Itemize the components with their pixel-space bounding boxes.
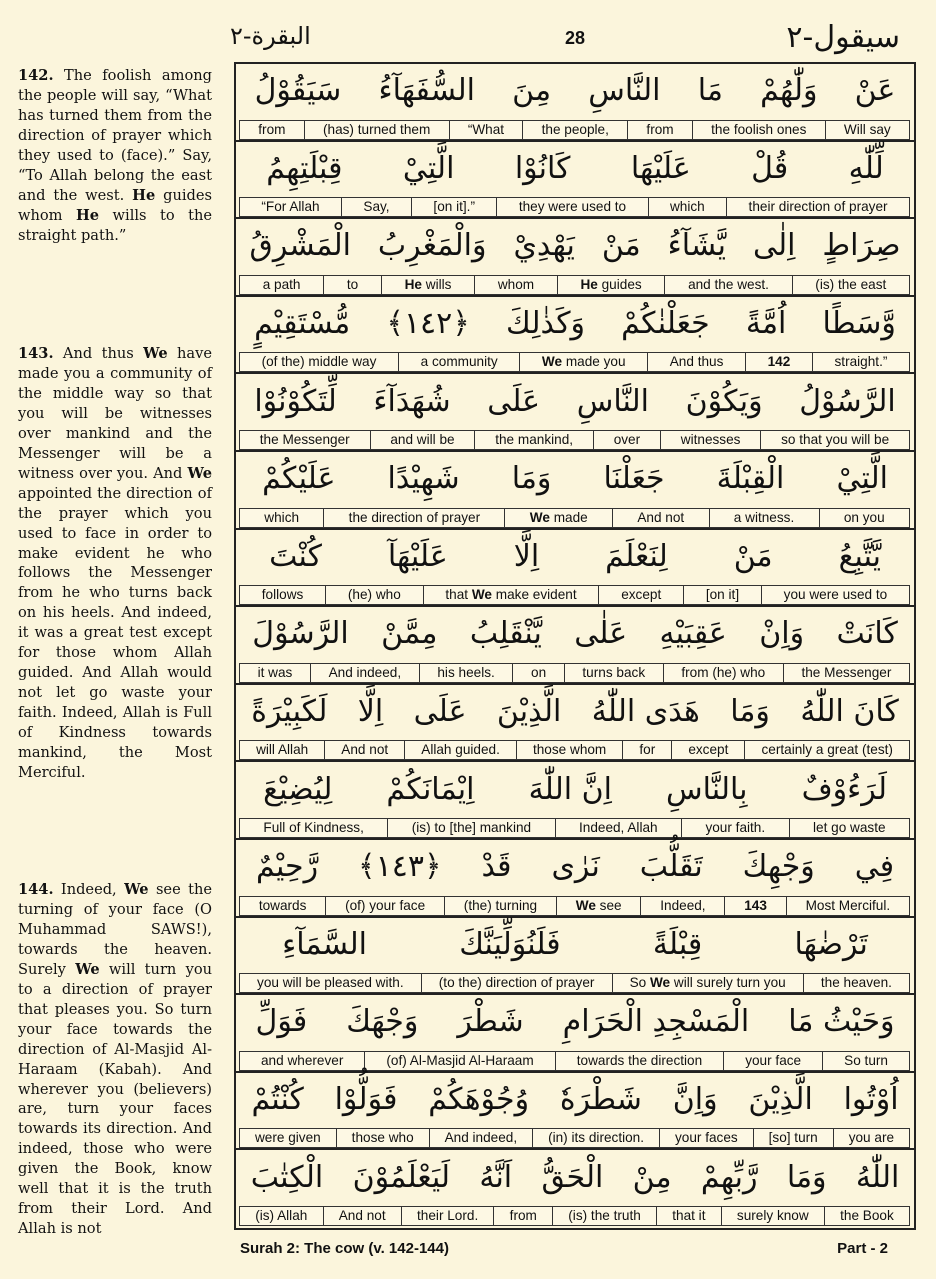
part-number: Part - 2 xyxy=(837,1240,888,1257)
word-translation: the people, xyxy=(522,120,628,140)
word-translation: (the) turning xyxy=(444,896,557,916)
word-translation: (is) the east xyxy=(792,275,910,295)
word-translation: (is) Allah xyxy=(239,1206,324,1226)
arabic-word: عَلَيْكُمْ xyxy=(262,461,336,497)
word-translation: except xyxy=(598,585,684,605)
word-translation: their Lord. xyxy=(401,1206,495,1226)
word-translation: So turn xyxy=(822,1051,910,1071)
surah-reference: Surah 2: The cow (v. 142-144) xyxy=(240,1240,449,1257)
arabic-word: شَهِيْدًا xyxy=(387,461,460,497)
arabic-word: اُوْتُوا xyxy=(843,1082,899,1118)
word-translation: So We will surely turn you xyxy=(612,973,804,993)
word-translation: a witness. xyxy=(709,508,820,528)
arabic-line xyxy=(236,685,914,739)
translation-line xyxy=(240,430,910,450)
arabic-line xyxy=(236,142,914,196)
translation-line xyxy=(240,585,910,605)
word-translation: the heaven. xyxy=(803,973,910,993)
translation-line xyxy=(240,896,910,916)
translation-line xyxy=(240,197,910,217)
arabic-word: كُنْتَ xyxy=(269,538,322,574)
arabic-word: وَمَا xyxy=(730,694,770,730)
verse-line xyxy=(236,1150,914,1228)
arabic-word: رَّبِّهِمْ xyxy=(700,1159,758,1195)
word-translation: and wherever xyxy=(239,1051,365,1071)
word-translation: And indeed, xyxy=(310,663,420,683)
verse-line xyxy=(236,918,914,996)
word-translation: will Allah xyxy=(239,740,325,760)
verse-line xyxy=(236,995,914,1073)
word-translation: that it xyxy=(656,1206,722,1226)
page-header xyxy=(0,0,936,60)
arabic-word: وَمَا xyxy=(511,461,552,497)
word-translation: (of) Al-Masjid Al-Haraam xyxy=(364,1051,555,1071)
word-translation: and will be xyxy=(370,430,476,450)
arabic-word: ﴿١٤٢﴾ xyxy=(386,306,470,342)
arabic-word: فِي xyxy=(854,849,895,885)
word-translation: We see xyxy=(556,896,642,916)
verse-line xyxy=(236,530,914,608)
word-translation: Full of Kindness, xyxy=(239,818,388,838)
translation-line xyxy=(240,1128,910,1148)
word-translation: from (he) who xyxy=(663,663,784,683)
arabic-line xyxy=(236,1073,914,1127)
arabic-line xyxy=(236,995,914,1049)
arabic-line xyxy=(236,918,914,972)
word-translation: were given xyxy=(239,1128,337,1148)
word-translation: the direction of prayer xyxy=(323,508,505,528)
verse-line xyxy=(236,142,914,220)
word-by-word-grid xyxy=(234,62,916,1230)
word-translation: We made you xyxy=(519,352,648,372)
arabic-word: عَلٰى xyxy=(574,616,628,652)
word-translation: (is) the truth xyxy=(552,1206,657,1226)
arabic-word: عَلَى xyxy=(413,694,467,730)
arabic-word: قَدْ xyxy=(481,849,512,885)
word-translation: you were used to xyxy=(761,585,910,605)
arabic-line xyxy=(236,452,914,506)
verse-142-translation: 142. The foolish among the people will say, “What has turned them from the direction of prayer which they used to (face).” Say, “To Allah belong the east and the west. He guides whom He wills to the straight path.” xyxy=(18,67,213,244)
arabic-word: الْمَشْرِقُ xyxy=(249,228,351,264)
arabic-word: وُجُوْهَكُمْ xyxy=(428,1082,530,1118)
translation-line xyxy=(240,275,910,295)
page-number: 28 xyxy=(564,28,586,48)
word-translation: towards the direction xyxy=(555,1051,724,1071)
arabic-word: جَعَلْنَا xyxy=(603,461,665,497)
arabic-word: بِالنَّاسِ xyxy=(666,771,748,807)
arabic-word: شَطْرَ xyxy=(457,1004,524,1040)
word-translation: his heels. xyxy=(419,663,514,683)
word-translation: He wills xyxy=(381,275,475,295)
arabic-line xyxy=(236,840,914,894)
word-translation: on you xyxy=(819,508,910,528)
arabic-word: الرَّسُوْلَ xyxy=(252,616,349,652)
word-translation: let go waste xyxy=(789,818,910,838)
arabic-word: كَانُوْا xyxy=(514,150,571,186)
arabic-word: جَعَلْنٰكُمْ xyxy=(621,306,710,342)
arabic-word: الَّذِيْنَ xyxy=(496,694,562,730)
arabic-word: السَّمَآءِ xyxy=(282,926,367,962)
arabic-word: وَّسَطًا xyxy=(822,306,896,342)
word-translation: the Messenger xyxy=(239,430,371,450)
word-translation: the mankind, xyxy=(474,430,593,450)
arabic-word: الْمَسْجِدِ الْحَرَامِ xyxy=(562,1004,750,1040)
arabic-word: لَكَبِيْرَةً xyxy=(251,694,328,730)
arabic-word: الَّتِيْ xyxy=(402,150,455,186)
arabic-line xyxy=(236,297,914,351)
translation-line xyxy=(240,120,910,140)
arabic-line xyxy=(236,374,914,428)
arabic-word: فَلَنُوَلِّيَنَّكَ xyxy=(459,926,561,962)
word-translation: follows xyxy=(239,585,326,605)
arabic-word: وَيَكُوْنَ xyxy=(685,383,763,419)
arabic-word: لِّتَكُوْنُوْا xyxy=(254,383,337,419)
arabic-word: الْحَقُّ xyxy=(541,1159,604,1195)
arabic-word: عَقِبَيْهِ xyxy=(659,616,727,652)
arabic-word: وَحَيْثُ مَا xyxy=(788,1004,895,1040)
arabic-word: مِمَّنْ xyxy=(381,616,438,652)
arabic-word: وَاِنْ xyxy=(759,616,805,652)
arabic-word: يَهْدِيْ xyxy=(513,228,575,264)
word-translation: And not xyxy=(612,508,709,528)
arabic-word: عَلَيْهَآ xyxy=(387,538,448,574)
arabic-word: الَّذِيْنَ xyxy=(748,1082,813,1118)
arabic-word: يَّنْقَلِبُ xyxy=(469,616,542,652)
translation-line xyxy=(240,973,910,993)
arabic-word: اُمَّةً xyxy=(745,306,787,342)
arabic-word: السُّفَهَآءُ xyxy=(378,73,475,109)
word-translation: it was xyxy=(239,663,311,683)
word-translation: a community xyxy=(398,352,520,372)
arabic-word: وَجْهَكَ xyxy=(346,1004,419,1040)
page-footer xyxy=(240,1240,916,1264)
word-translation: 143 xyxy=(724,896,786,916)
arabic-line xyxy=(236,64,914,118)
word-translation: Most Merciful. xyxy=(786,896,910,916)
word-translation: and the west. xyxy=(664,275,792,295)
juz-name-arabic: سیقول-٢ xyxy=(786,20,900,55)
word-translation: the foolish ones xyxy=(692,120,826,140)
word-translation: [so] turn xyxy=(753,1128,834,1148)
word-translation: those whom xyxy=(516,740,623,760)
word-translation: over xyxy=(593,430,661,450)
word-translation: And indeed, xyxy=(429,1128,534,1148)
arabic-word: شَطْرَهٗ xyxy=(559,1082,642,1118)
arabic-word: يَّشَآءُ xyxy=(667,228,727,264)
arabic-word: لِّلّٰهِ xyxy=(848,150,884,186)
arabic-word: لِنَعْلَمَ xyxy=(605,538,668,574)
arabic-word: الْكِتٰبَ xyxy=(250,1159,324,1195)
arabic-word: فَوَلِّ xyxy=(255,1004,308,1040)
word-translation: Say, xyxy=(341,197,412,217)
arabic-word: عَلَيْهَا xyxy=(630,150,691,186)
arabic-word: مَا xyxy=(697,73,723,109)
word-translation: (of) your face xyxy=(325,896,445,916)
verse-144-translation: 144. Indeed, We see the turning of your face (O Muhammad SAWS!), towards the heaven. Surely We will turn you to a direction of prayer that pleases you. So turn your face towards the direction of Al-Masjid Al-Haraam (Kabah). And wherever you (believers) are, turn your faces towards its direction. And indeed, those who were given the Book, know well that it is the truth from their Lord. And Allah is not xyxy=(18,881,213,1238)
arabic-word: مُّسْتَقِيْمٍ xyxy=(254,306,351,342)
word-translation: that We make evident xyxy=(423,585,600,605)
verse-line xyxy=(236,297,914,375)
word-translation: “What xyxy=(449,120,524,140)
word-translation: whom xyxy=(474,275,558,295)
word-translation: they were used to xyxy=(496,197,648,217)
translation-line xyxy=(240,1206,910,1226)
arabic-word: اِلَّا xyxy=(357,694,384,730)
arabic-word: الْقِبْلَةَ xyxy=(716,461,785,497)
word-translation: Will say xyxy=(825,120,910,140)
word-translation: And not xyxy=(324,740,405,760)
arabic-word: الرَّسُوْلُ xyxy=(799,383,896,419)
arabic-word: لِيُضِيْعَ xyxy=(263,771,333,807)
word-translation: the Messenger xyxy=(783,663,910,683)
word-translation: which xyxy=(648,197,728,217)
arabic-word: وَاِنَّ xyxy=(672,1082,718,1118)
word-translation: straight.” xyxy=(812,352,910,372)
arabic-word: لَيَعْلَمُوْنَ xyxy=(352,1159,451,1195)
verse-line xyxy=(236,374,914,452)
arabic-line xyxy=(236,607,914,661)
verse-line xyxy=(236,762,914,840)
arabic-word: اِلَّا xyxy=(513,538,540,574)
word-translation: your faith. xyxy=(681,818,790,838)
arabic-word: رَّحِيْمٌ xyxy=(256,849,319,885)
word-translation: (in) its direction. xyxy=(532,1128,660,1148)
word-translation: those who xyxy=(336,1128,430,1148)
arabic-word: مِنَ xyxy=(512,73,552,109)
arabic-word: تَقَلُّبَ xyxy=(639,849,703,885)
arabic-word: فَوَلُّوْا xyxy=(334,1082,398,1118)
word-translation: except xyxy=(671,740,745,760)
arabic-word: كَانَ اللّٰهُ xyxy=(800,694,899,730)
arabic-word: اِيْمَانَكُمْ xyxy=(386,771,475,807)
arabic-word: قِبْلَةً xyxy=(652,926,703,962)
arabic-word: مَنْ xyxy=(733,538,773,574)
word-translation: certainly a great (test) xyxy=(744,740,910,760)
translation-line xyxy=(240,740,910,760)
arabic-word: سَيَقُوْلُ xyxy=(254,73,342,109)
arabic-word: ﴿١٤٣﴾ xyxy=(358,849,442,885)
arabic-word: شُهَدَآءَ xyxy=(373,383,451,419)
arabic-word: اَنَّهُ xyxy=(479,1159,513,1195)
word-translation: to xyxy=(323,275,382,295)
word-translation: [on it].” xyxy=(411,197,497,217)
word-translation: their direction of prayer xyxy=(726,197,910,217)
word-translation: for xyxy=(622,740,672,760)
verse-line xyxy=(236,685,914,763)
arabic-word: كَانَتْ xyxy=(836,616,898,652)
word-translation: “For Allah xyxy=(239,197,342,217)
verse-line xyxy=(236,840,914,918)
translation-line xyxy=(240,1051,910,1071)
word-translation: 142 xyxy=(745,352,813,372)
arabic-word: نَرٰى xyxy=(551,849,600,885)
arabic-word: وَلّٰهُمْ xyxy=(760,73,818,109)
word-translation: on xyxy=(512,663,564,683)
arabic-word: قِبْلَتِهِمُ xyxy=(266,150,343,186)
verse-line xyxy=(236,452,914,530)
verse-line xyxy=(236,1073,914,1151)
word-translation: (has) turned them xyxy=(304,120,450,140)
word-translation: He guides xyxy=(557,275,666,295)
arabic-line xyxy=(236,1150,914,1204)
word-translation: (of the) middle way xyxy=(239,352,399,372)
word-translation: We made xyxy=(504,508,613,528)
word-translation: a path xyxy=(239,275,324,295)
surah-name-arabic: البقرة-٢ xyxy=(230,22,311,50)
word-translation: your faces xyxy=(659,1128,754,1148)
word-translation: you will be pleased with. xyxy=(239,973,422,993)
word-translation: from xyxy=(239,120,305,140)
arabic-word: عَنْ xyxy=(854,73,896,109)
word-translation: [on it] xyxy=(683,585,762,605)
verse-line xyxy=(236,607,914,685)
word-translation: so that you will be xyxy=(760,430,910,450)
arabic-line xyxy=(236,219,914,273)
arabic-word: مَنْ xyxy=(601,228,641,264)
word-translation: Indeed, xyxy=(640,896,725,916)
translation-line xyxy=(240,508,910,528)
arabic-line xyxy=(236,530,914,584)
translation-line xyxy=(240,663,910,683)
word-translation: your face xyxy=(723,1051,823,1071)
translation-line xyxy=(240,818,910,838)
arabic-word: تَرْضٰهَا xyxy=(794,926,868,962)
word-translation: (is) to [the] mankind xyxy=(387,818,555,838)
verse-line xyxy=(236,219,914,297)
arabic-word: الَّتِيْ xyxy=(836,461,888,497)
arabic-word: هَدَى اللّٰهُ xyxy=(591,694,700,730)
word-translation: (he) who xyxy=(325,585,423,605)
word-translation: the Book xyxy=(824,1206,910,1226)
word-translation: Indeed, Allah xyxy=(555,818,682,838)
word-translation: surely know xyxy=(721,1206,825,1226)
word-translation: witnesses xyxy=(660,430,761,450)
word-translation: towards xyxy=(239,896,326,916)
arabic-word: النَّاسِ xyxy=(576,383,649,419)
arabic-word: النَّاسِ xyxy=(588,73,661,109)
translation-line xyxy=(240,352,910,372)
arabic-word: وَجْهِكَ xyxy=(742,849,815,885)
arabic-word: وَالْمَغْرِبُ xyxy=(377,228,487,264)
arabic-word: عَلَى xyxy=(487,383,541,419)
word-translation: from xyxy=(627,120,693,140)
word-translation: from xyxy=(493,1206,553,1226)
arabic-word: وَكَذٰلِكَ xyxy=(506,306,585,342)
word-translation: Allah guided. xyxy=(404,740,517,760)
word-translation: you are xyxy=(833,1128,910,1148)
arabic-word: وَمَا xyxy=(786,1159,827,1195)
verse-143-translation: 143. And thus We have made you a community of the middle way so that you will be witnesses over mankind and the Messenger will be a witness over you. And We appointed the direction of the prayer which you used to face in order to make evident he who follows the Messenger from he who turns back on his heels. And indeed, it was a great test except for those whom Allah guided. And Allah would not let go waste your faith. Indeed, Allah is Full of Kindness towards mankind, the Most Merciful. xyxy=(18,345,212,782)
arabic-word: يَّتَّبِعُ xyxy=(838,538,882,574)
arabic-word: اِنَّ اللّٰهَ xyxy=(528,771,612,807)
arabic-word: اللّٰهُ xyxy=(855,1159,900,1195)
arabic-word: لَرَءُوْفٌ xyxy=(801,771,887,807)
arabic-word: اِلٰى xyxy=(752,228,796,264)
word-translation: which xyxy=(239,508,324,528)
arabic-line xyxy=(236,762,914,816)
word-translation: (to the) direction of prayer xyxy=(421,973,613,993)
word-translation: And thus xyxy=(647,352,746,372)
word-translation: turns back xyxy=(564,663,664,683)
verse-line xyxy=(236,64,914,142)
word-translation: And not xyxy=(323,1206,402,1226)
arabic-word: صِرَاطٍ xyxy=(822,228,901,264)
arabic-word: قُلْ xyxy=(751,150,789,186)
arabic-word: كُنْتُمْ xyxy=(251,1082,304,1118)
arabic-word: مِنْ xyxy=(632,1159,672,1195)
